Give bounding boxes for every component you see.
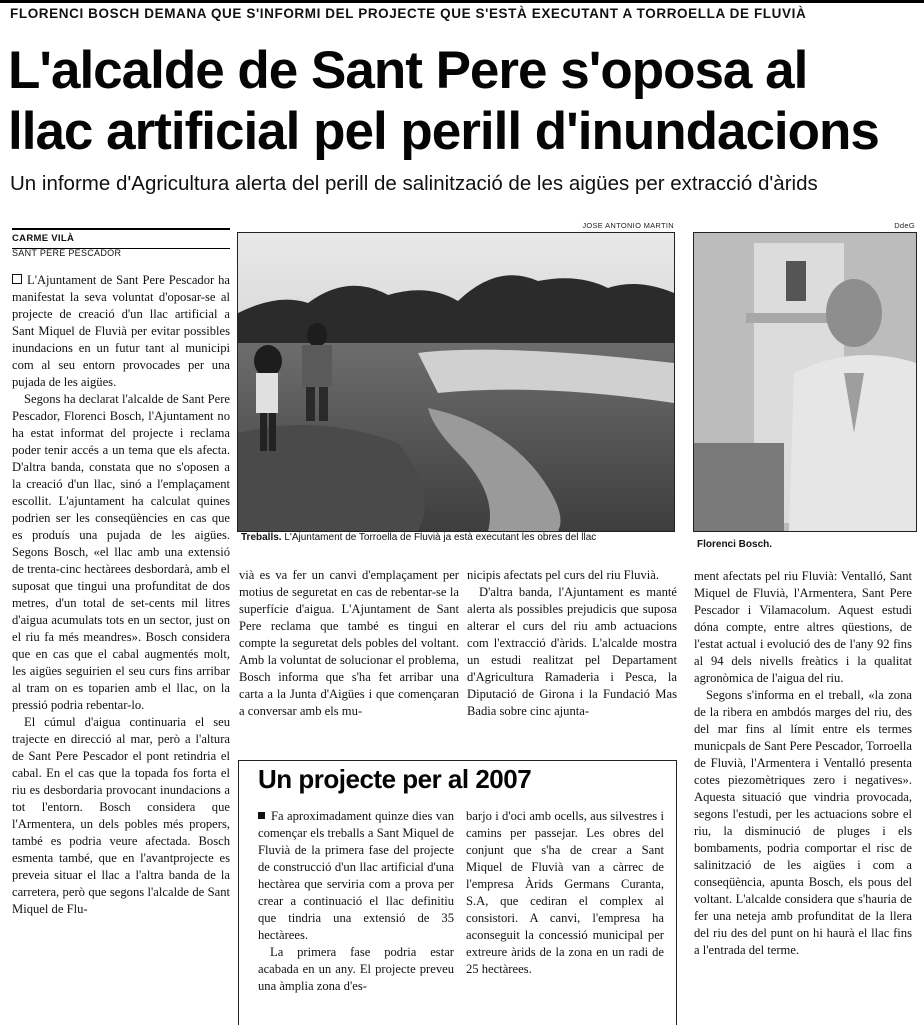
col3-p1: nicipis afectats pel curs del riu Fluvià. <box>467 568 659 582</box>
square-bullet-icon <box>12 274 22 284</box>
headline-line-1: L'alcalde de Sant Pere s'oposa al <box>8 41 808 100</box>
caption-text: L'Ajuntament de Torroella de Fluvià ja està executant les obres del llac <box>281 532 597 543</box>
headline-line-2: llac artificial pel perill d'inundacions <box>8 102 879 161</box>
paragraph <box>12 272 230 391</box>
column-1 <box>12 272 230 918</box>
filled-square-bullet-icon <box>258 812 265 819</box>
caption2-bold: Florenci Bosch. <box>697 539 773 550</box>
col3-p2: D'altra banda, l'Ajuntament es manté alerta als possibles prejudicis que suposa alterar el curs del riu amb actuacions com l'extracció d'àrids. L'alcalde mostra un estudi realitzat pel Departament d'Agricultura Ramaderia i Pesca, la Diputació de Girona i la Fundació Mas Badia sobre cinc ajunta- <box>467 585 677 718</box>
byline-author: CARME VILÀ <box>12 228 230 249</box>
photo2-caption <box>697 539 912 550</box>
kicker: FLORENCI BOSCH DEMANA QUE S'INFORMI DEL PROJECTE QUE S'ESTÀ EXECUTANT A TORROELLA DE FLUVIÀ <box>10 6 807 21</box>
box-left-p2: La primera fase podria estar acabada en un any. El projecte preveu una àmplia zona d'es- <box>258 945 454 993</box>
col1-p3: El cúmul d'aigua continuaria el seu trajecte en direcció al mar, però a l'altura de Sant Pere Pescador el pont retindria el cabal. En el cas que la topada fos forta el riu es desbordaria provocant inundacions a tot l'entorn. Bosch considera que l'Armentera, un dels pobles més propers, també es podria veure afectada. Bosch esmenta també, que en l'avantprojecte es preveia situar el llac a l'altra banda de la carretera, però que segons l'alcalde de Sant Miquel de Flu- <box>12 715 230 916</box>
col4-p1: ment afectats pel riu Fluvià: Ventalló, Sant Miquel de Fluvià, l'Armentera, Sant Pere Pescador i Vilamacolum. Aquest estudi dóna compte, entre altres qüestions, de l'estat actual i evolució des de l'any 92 fins al 94 dels nivells freàtics i la qualitat agronòmica de l'aigua del riu. <box>694 569 912 685</box>
col1-p2: Segons ha declarat l'alcalde de Sant Pere Pescador, Florenci Bosch, l'Ajuntament no ha estat informat del projecte i reclama poder tenir accés a un tema que els afecta. D'altra banda, constata que no s'oposen a la creació d'un llac, sinó a l'emplaçament escollit. L'ajuntament ha calculat quines podrien ser les conseqüències en cas que es produís una pujada de les aigües. Segons Bosch, «el llac amb una extensió de trenta-cinc hectàrees desbordarà, amb el suposat que tingui una profunditat de dos metres, d'un total de set-cents mil litres d'aigua acumulats tots en un sector, just on el riu fa més meandres». Bosch considera que en cas que el cabal augmentés molt, les aigües seguirien el seu curs fins arribar al tram on es toparien amb el llac, on la pressió podria rebentar-lo. <box>12 392 230 712</box>
river-works-image <box>238 233 674 531</box>
top-rule <box>0 0 924 3</box>
column-4 <box>694 568 912 959</box>
col1-p1: L'Ajuntament de Sant Pere Pescador ha manifestat la seva voluntat d'oposar-se al projecte de creació d'un llac artificial a Sant Miquel de Fluvià per evitar possibles inundacions en un futur tant al municipi com al seu entorn provocades per una pujada de les aigües. <box>12 273 230 389</box>
col4-p2: Segons s'informa en el treball, «la zona de la ribera en ambdós marges del riu, des del mar fins al límit entre els termes municpals de Sant Pere Pescador, Torroella de Fluvià, l'Armentera i Ventalló presenta cotes piezomètriques zero i negatives». Aquesta situació que vindria provocada, segons l'estudi, per les actuacions sobre el riu, la disminució de pluges i els bombaments, podria comportar el risc de salinització de les aigües i com a conseqüència, apunta Bosch, els pous del voltant. L'alcalde considera que s'hauria de fer una neteja amb profunditat de la llera del riu des del punt on hi haurà el llac fins a l'entrada del terme. <box>694 688 913 957</box>
photo-credit: JOSE ANTONIO MARTIN <box>582 221 674 230</box>
sidebar-column-left <box>258 808 454 995</box>
photo-caption <box>241 532 673 543</box>
subheadline: Un informe d'Agricultura alerta del perill de salinització de les aigües per extracció d'àrids <box>10 172 818 195</box>
paragraph <box>258 808 454 944</box>
sidebar-column-right <box>466 808 664 978</box>
photo2-credit: DdeG <box>894 221 915 230</box>
headline <box>8 40 918 162</box>
box-left-p1: Fa aproximadament quinze dies van començar els treballs a Sant Miquel de Fluvià de la primera fase del projecte de construcció d'un llac artificial d'una hectàrea que serviria com a prova per crear a continuació el llac definitiu que tindria una extensió de 35 hectàrees. <box>258 809 454 942</box>
sidebar-title: Un projecte per al 2007 <box>258 764 532 794</box>
column-2 <box>239 567 459 720</box>
florenci-bosch-photo <box>693 232 917 532</box>
box-right-p1: barjo i d'oci amb ocells, aus silvestres i camins per passejar. Les obres del conjunt que s'ha de crear a Sant Miquel de Fluvià van a càrrec de l'empresa Àrids Germans Curanta, S.A, que cediran el complex al consistori. A canvi, l'empresa ha aconseguit la concessió municipal per extreure àrids de la zona en un radi de 25 hectàrees. <box>466 809 664 976</box>
col2-p1: vià es va fer un canvi d'emplaçament per motius de seguretat en cas de rebentar-se la superfície d'aigua. L'Ajuntament de Sant Pere reclama que també es tingui en compte la seguretat dels pobles del voltant. Amb la voluntat de solucionar el problema, Bosch informa que s'ha fet arribar una carta a la Junta d'Aigües i que començaran a conversar amb els mu- <box>239 568 459 718</box>
caption-bold: Treballs. <box>241 532 282 543</box>
byline-place: SANT PERE PESCADOR <box>12 248 122 258</box>
portrait-image <box>694 233 916 531</box>
column-3 <box>467 567 677 720</box>
river-works-photo <box>237 232 675 532</box>
